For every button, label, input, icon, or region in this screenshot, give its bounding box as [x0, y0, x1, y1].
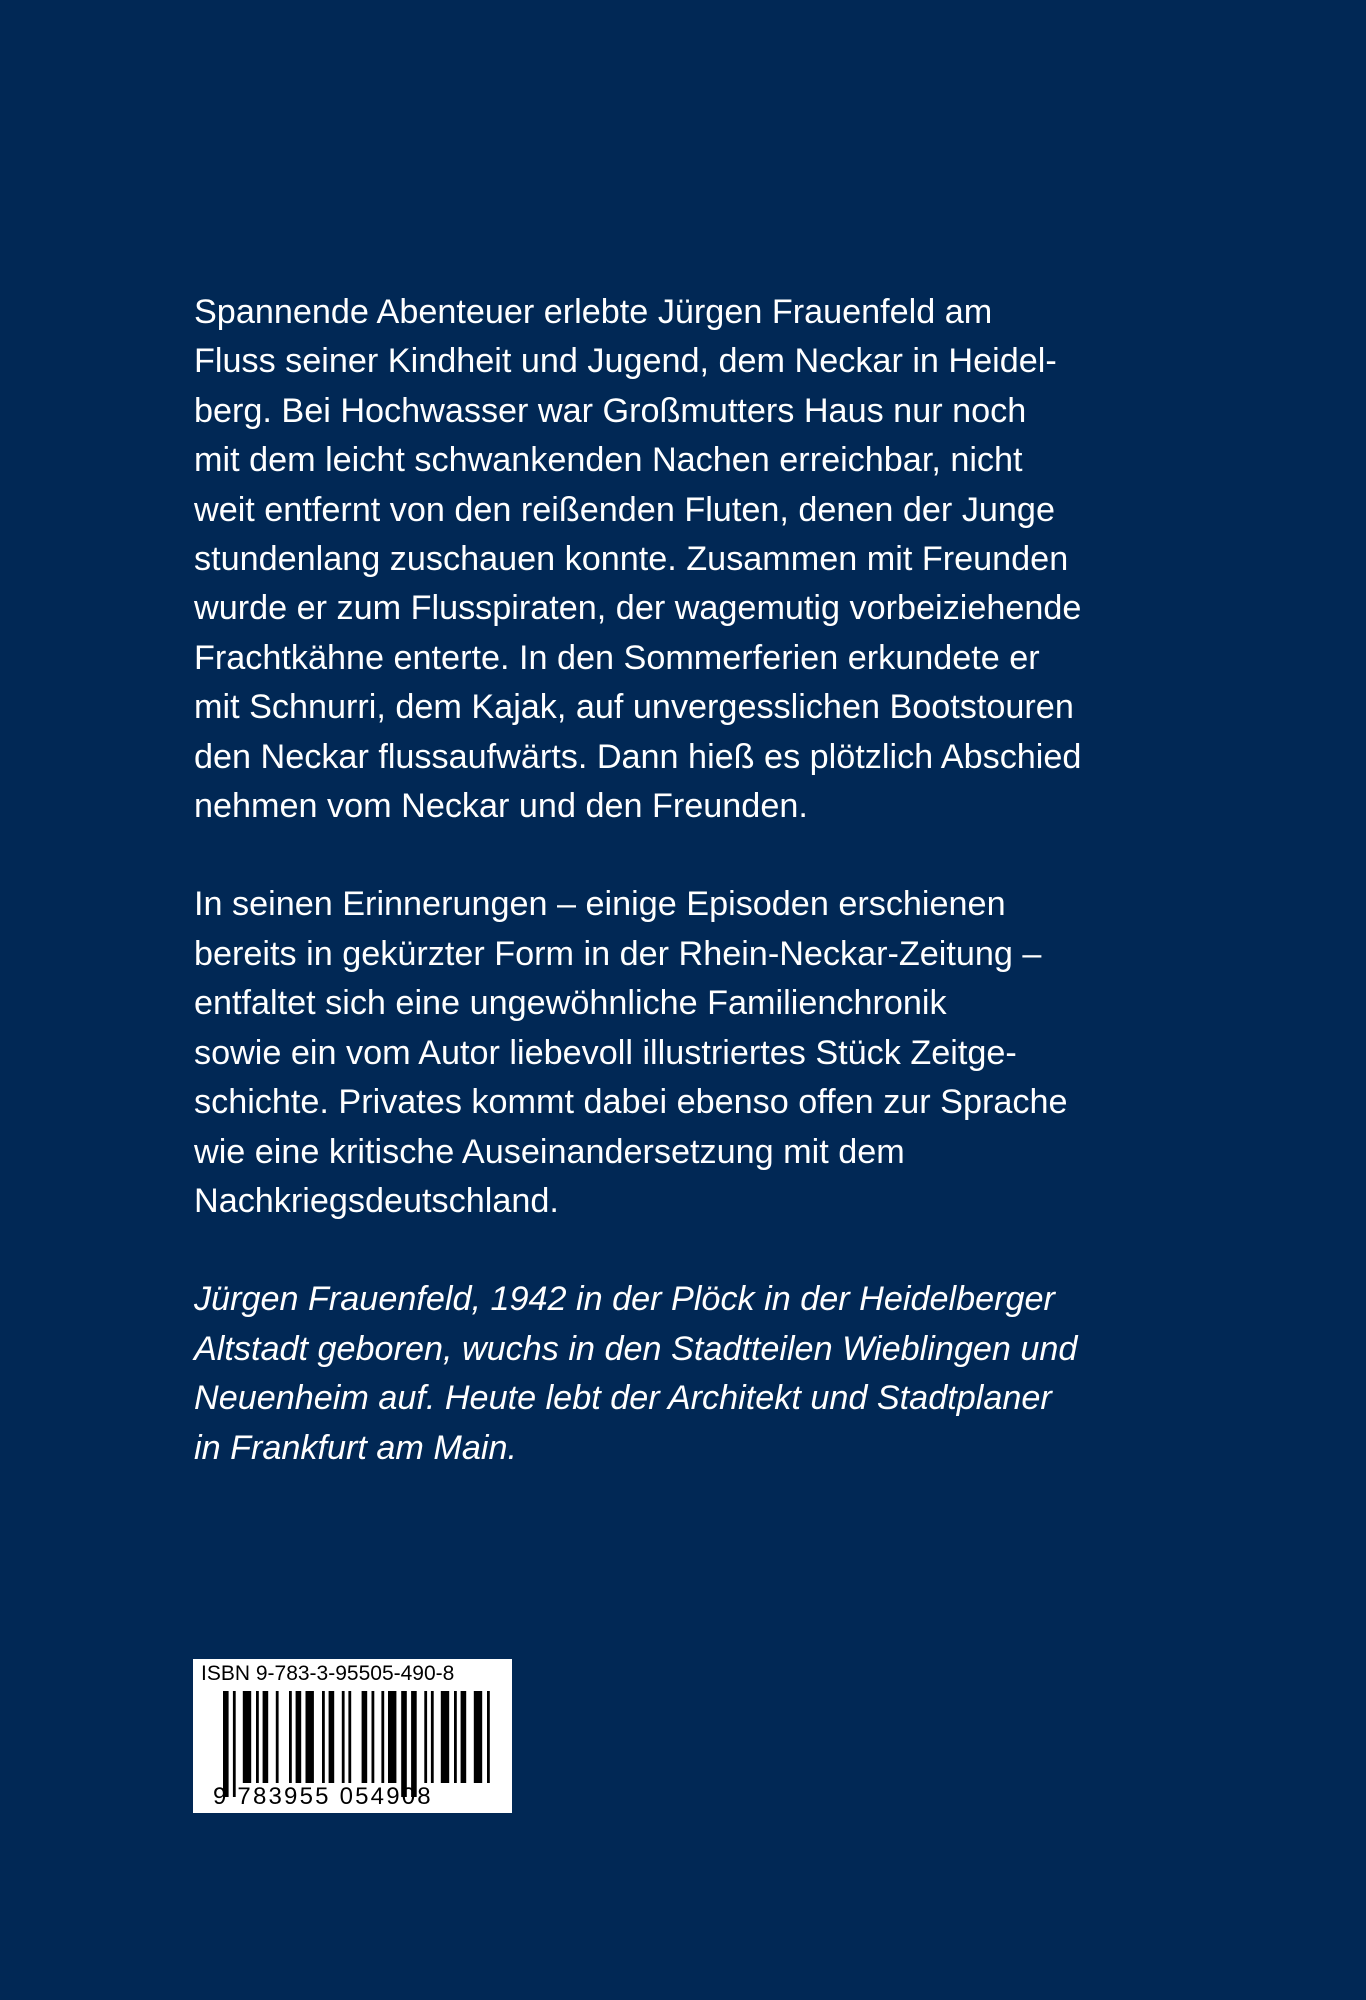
- barcode-bar: [263, 1691, 269, 1783]
- barcode-bar: [223, 1691, 229, 1797]
- barcode-bar: [424, 1691, 427, 1783]
- barcode-bar: [322, 1691, 325, 1783]
- text-line: schichte. Privates kommt dabei ebenso offen zur Sprache: [194, 1083, 1068, 1122]
- text-line: Spannende Abenteuer erlebte Jürgen Frauenfeld am: [194, 293, 993, 331]
- text-line: nehmen vom Neckar und den Freunden.: [194, 787, 808, 826]
- blurb: [194, 288, 1194, 1473]
- text-line: wurde er zum Flusspiraten, der wagemutig vorbeiziehende: [194, 589, 1082, 628]
- barcode-bar: [388, 1691, 396, 1783]
- text-line: Nachkriegsdeutschland.: [194, 1181, 559, 1220]
- barcode-bar: [296, 1691, 302, 1783]
- barcode-bar: [411, 1691, 417, 1797]
- barcode-bar: [256, 1691, 259, 1783]
- text-line: mit dem leicht schwankenden Nachen erreichbar, nicht: [194, 441, 1023, 480]
- description-paragraph-1: [194, 288, 1194, 831]
- barcode-bar: [381, 1691, 384, 1783]
- text-line: bereits in gekürzter Form in der Rhein-Neckar-Zeitung –: [194, 934, 1042, 973]
- barcode-bar: [441, 1691, 449, 1783]
- barcode-bar: [401, 1691, 407, 1797]
- barcode-bar: [289, 1691, 292, 1783]
- barcode-bar: [372, 1691, 375, 1783]
- text-line: mit Schnurri, dem Kajak, auf unvergesslichen Bootstouren: [194, 688, 1074, 727]
- text-line: berg. Bei Hochwasser war Großmutters Haus nur noch: [194, 391, 1027, 430]
- text-line: Altstadt geboren, wuchs in den Stadtteilen Wieblingen und: [194, 1329, 1078, 1368]
- paragraph-spacer: [194, 831, 1194, 880]
- text-line: den Neckar flussaufwärts. Dann hieß es plötzlich Abschied: [194, 737, 1082, 776]
- text-line: sowie ein vom Autor liebevoll illustriertes Stück Zeitge-: [194, 1033, 1017, 1072]
- barcode-bar: [454, 1691, 457, 1783]
- description-paragraph-2: [194, 880, 1194, 1226]
- text-line: Jürgen Frauenfeld, 1942 in der Plöck in der Heidelberger: [194, 1280, 1055, 1319]
- barcode-bar: [431, 1691, 434, 1783]
- text-line: Fluss seiner Kindheit und Jugend, dem Neckar in Heidel-: [194, 342, 1057, 381]
- barcode-bar: [362, 1691, 368, 1783]
- barcode-bar: [306, 1691, 314, 1783]
- paragraph-spacer: [194, 1226, 1194, 1275]
- barcode-bar: [233, 1691, 236, 1797]
- barcode-bar: [329, 1691, 335, 1783]
- barcode-bar: [348, 1691, 351, 1783]
- barcode-bar: [461, 1691, 467, 1783]
- text-line: wie eine kritische Auseinandersetzung mit dem: [194, 1132, 905, 1171]
- author-bio: [194, 1275, 1194, 1473]
- text-line: entfaltet sich eine ungewöhnliche Familienchronik: [194, 984, 947, 1023]
- barcode-bar: [487, 1691, 490, 1783]
- barcode-bar: [243, 1691, 251, 1783]
- text-line: In seinen Erinnerungen – einige Episoden erschienen: [194, 885, 1006, 924]
- isbn-barcode: [193, 1659, 512, 1813]
- text-line: in Frankfurt am Main.: [194, 1428, 517, 1467]
- barcode-bar: [474, 1691, 482, 1783]
- barcode-bar: [276, 1691, 279, 1783]
- isbn-label: ISBN 9-783-3-95505-490-8: [201, 1662, 455, 1685]
- text-line: stundenlang zuschauen konnte. Zusammen mit Freunden: [194, 540, 1069, 579]
- isbn-digits: 9 783955 054908: [213, 1783, 433, 1810]
- text-line: Frachtkähne enterte. In den Sommerferien erkundete er: [194, 638, 1040, 677]
- text-line: Neuenheim auf. Heute lebt der Architekt und Stadtplaner: [194, 1379, 1052, 1418]
- text-line: weit entfernt von den reißenden Fluten, denen der Junge: [194, 490, 1055, 529]
- barcode-bar: [342, 1691, 345, 1783]
